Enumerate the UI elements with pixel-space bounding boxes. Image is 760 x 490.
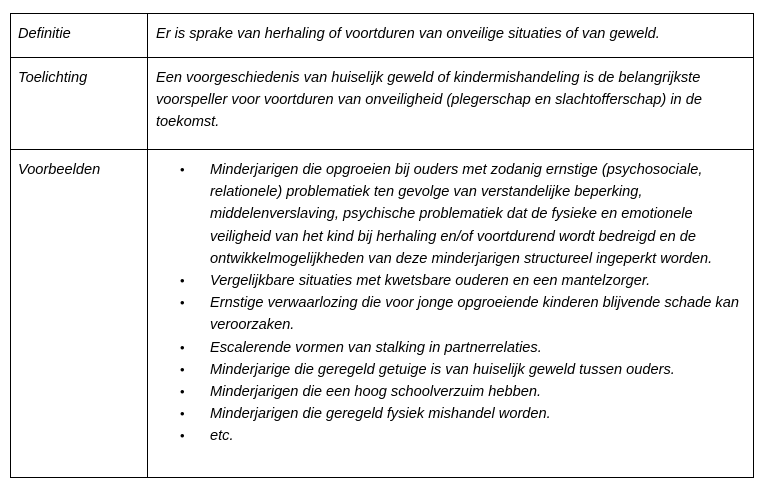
list-item-text: Minderjarigen die opgroeien bij ouders met zodanig ernstige (psychosociale, relationele) problematiek ten gevolge van verstandelijke beperking, middelenverslaving, psychische problematiek dat de fysieke en emotionele veiligheid van het kind bij herhaling en/of voortdurend wordt bedreigd en de ontwikkelmogelijkheden van deze minderjarigen structureel ingeperkt worden. [210,162,713,267]
definition-table [10,13,754,478]
bullet-icon: • [180,339,185,355]
bullet-icon: • [180,361,185,377]
label-voorbeelden: Voorbeelden [11,150,148,478]
table-row-voorbeelden [11,150,754,478]
list-item-text: Minderjarigen die geregeld fysiek mishandel worden. [210,406,551,423]
label-toelichting: Toelichting [11,58,148,150]
list-item-text: Minderjarige die geregeld getuige is van huiselijk geweld tussen ouders. [210,361,675,378]
list-item [156,425,745,447]
list-item-text: Escalerende vormen van stalking in partnerrelaties. [210,339,542,356]
bullet-icon: • [180,273,185,289]
bullet-icon: • [180,428,185,444]
table-row-definitie [11,14,754,58]
toelichting-text: Een voorgeschiedenis van huiselijk geweld of kindermishandeling is de belangrijkste voorspeller voor voortduren van onveiligheid (plegerschap en slachtofferschap) in de toekomst. [148,58,754,150]
list-item [156,159,745,270]
definitie-text: Er is sprake van herhaling of voortduren van onveilige situaties of van geweld. [148,14,754,58]
list-item [156,337,745,359]
label-definitie: Definitie [11,14,148,58]
list-item-text: Minderjarigen die een hoog schoolverzuim hebben. [210,384,542,401]
list-item-text: Vergelijkbare situaties met kwetsbare ouderen en een mantelzorger. [210,273,651,290]
bullet-icon: • [180,406,185,422]
bullet-icon: • [180,295,185,311]
list-item [156,381,745,403]
examples-list [156,159,745,448]
list-item [156,292,745,336]
list-item-text: Ernstige verwaarlozing die voor jonge opgroeiende kinderen blijvende schade kan veroorzaken. [210,295,739,334]
table-row-toelichting [11,58,754,150]
bullet-icon: • [180,384,185,400]
bullet-icon: • [180,162,185,177]
list-item [156,403,745,425]
voorbeelden-content [148,150,754,478]
list-item [156,359,745,381]
list-item [156,270,745,292]
list-item-text: etc. [210,428,234,445]
